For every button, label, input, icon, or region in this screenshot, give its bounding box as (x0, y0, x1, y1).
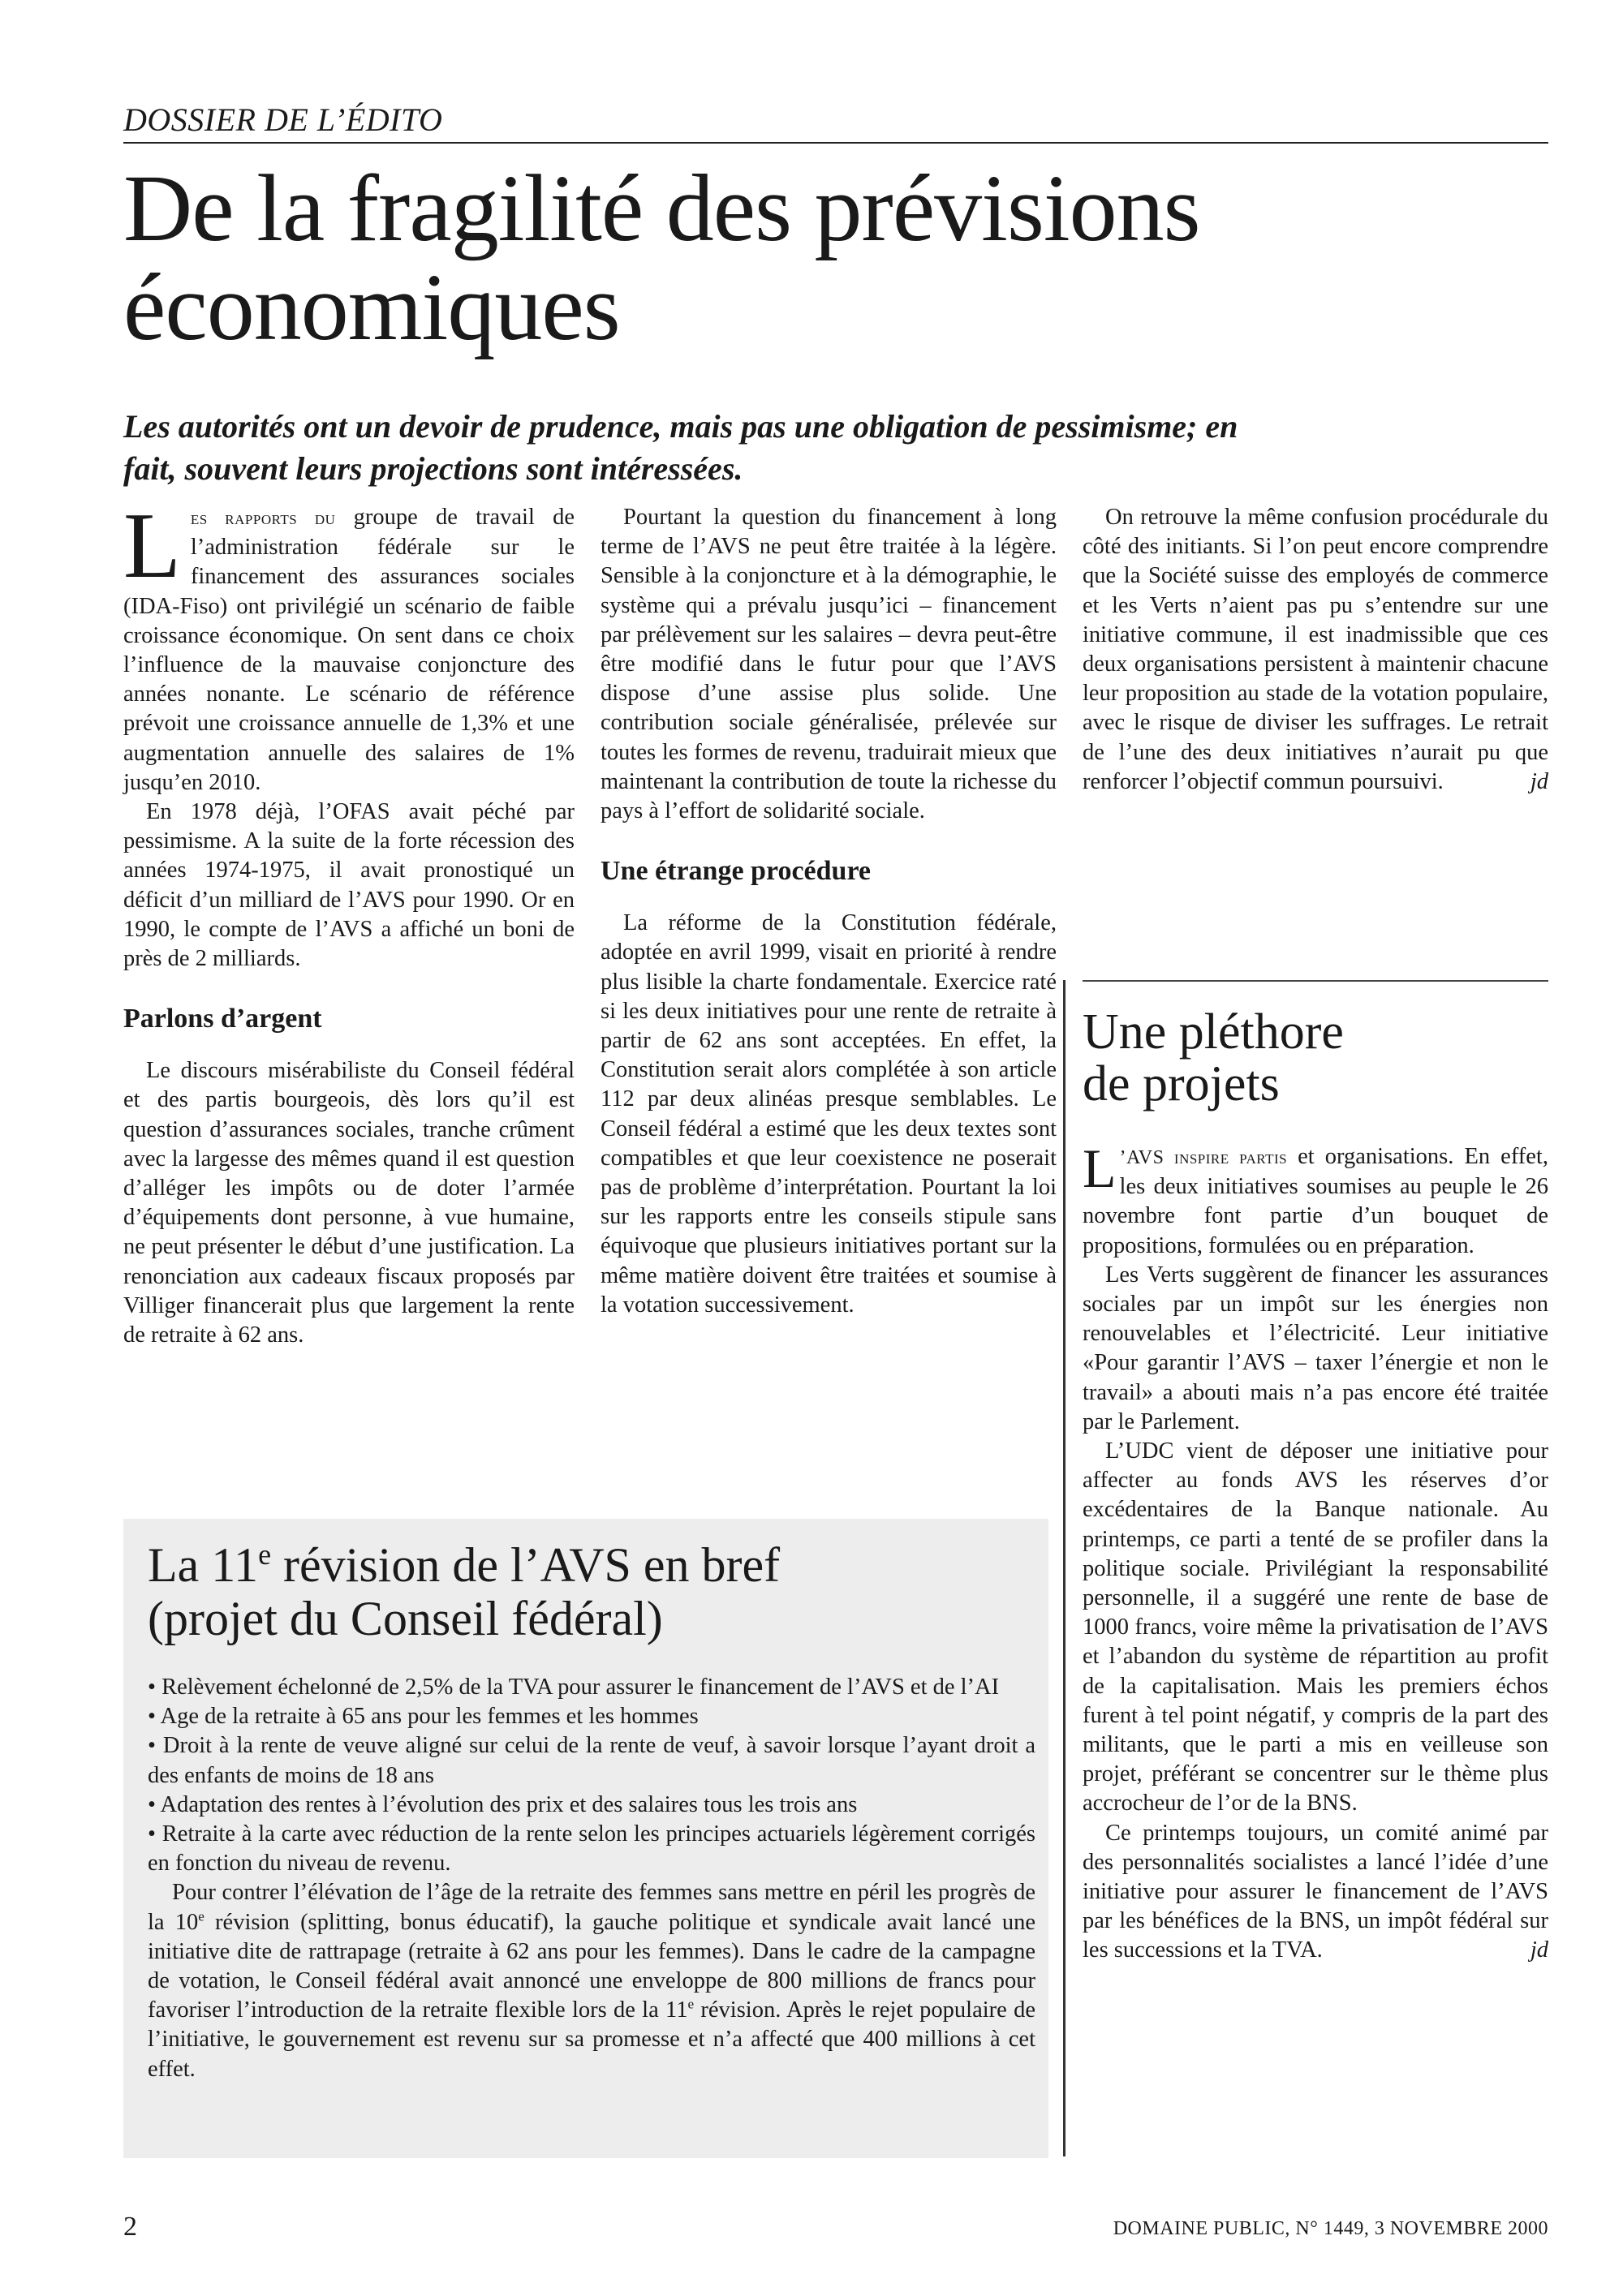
small-caps-opening: es rapports du (190, 508, 336, 529)
divider-horizontal (1083, 980, 1548, 982)
paragraph: En 1978 déjà, l’OFAS avait péché par pessimisme. A la suite de la forte récession des années 1974-1975, il avait pronostiqué un déficit d’un milliard de l’AVS pour 1990. Or en 1990, le compte de l’AVS a affiché un boni de près de 2 milliards. (123, 799, 575, 972)
paragraph: L ’AVS inspire partis et organisations. En effet, les deux initiatives soumises au peuple le 26 novembre font partie d’un bouquet de propositions, formulées ou en préparation. (1083, 1137, 1548, 1258)
signature: jd (1530, 1937, 1548, 1963)
info-box-title: La 11e révision de l’AVS en bref (projet du Conseil fédéral) (148, 1538, 781, 1645)
paragraph: Les Verts suggèrent de financer les assurances sociales par un impôt sur les énergies non renouvelables et l’électricité. Leur initiative «Pour garantir l’AVS – taxer l’énergie et non le travail» a abouti mais n’a pas encore été traitée par le Parlement. (1083, 1262, 1548, 1434)
article-lead: Les autorités ont un devoir de prudence, mais pas une obligation de pessimisme; en fait, souvent leurs projections sont intéressées. (123, 408, 1238, 487)
drop-cap: L (123, 494, 181, 598)
paragraph: Ce printemps toujours, un comité animé par des personnalités socialistes a lancé l’idée d’une initiative pour assurer le financement de l’AVS par les bénéfices de la BNS, un impôt fédéral sur les successions et la TVA. jd (1083, 1819, 1548, 1966)
article-column-2 (601, 503, 1057, 1320)
divider-vertical (1063, 980, 1065, 2156)
info-box-list (148, 1673, 1035, 2084)
sidebar-article (1083, 1006, 1548, 1966)
page-number: 2 (123, 2212, 137, 2242)
paragraph: On retrouve la même confusion procédurale du côté des initiants. Si l’on peut encore comprendre que la Société suisse des employés de commerce et les Verts n’aient pas pu s’entendre sur une initiative commune, il est inadmissible que ces deux organisations persistent à maintenir chacune leur proposition au stade de la votation populaire, avec le risque de diviser les suffrages. Le retrait de l’une des deux initiatives n’aurait pu que renforcer l’objectif commun poursuivi. jd (1083, 503, 1548, 797)
paragraph: Pourtant la question du financement à long terme de l’AVS ne peut être traitée à la légère. Sensible à la conjoncture et à la démographie, le système qui a prévalu jusqu’ici – financement par prélèvement sur les salaires – devra peut-être être modifié dans le futur pour que l’AVS dispose d’une assise plus solide. Une contribution sociale généralisée, prélevée sur toutes les formes de revenu, traduirait mieux que maintenant la contribution de toute la richesse du pays à l’effort de solidarité sociale. (601, 505, 1057, 824)
subheading-parlons: Parlons d’argent (123, 1004, 322, 1034)
list-item: • Adaptation des rentes à l’évolution des prix et des salaires tous les trois ans (148, 1791, 858, 1817)
paragraph: La réforme de la Constitution fédérale, adoptée en avril 1999, visait en priorité à rendre plus lisible la charte fondamentale. Exercice raté si les deux initiatives pour une rente de retraite à partir de 62 ans sont acceptées. En effet, la Constitution serait alors complétée à son article 112 par deux alinéas presque semblables. Le Conseil fédéral a estimé que les deux textes sont compatibles et que leur coexistence ne poserait pas de problème d’interprétation. Pourtant la loi sur les rapports entre les conseils stipule sans équivoque que plusieurs initiatives portant sur la même matière doivent être traitées et soumise à la votation successivement. (601, 910, 1057, 1318)
info-box-paragraph: Pour contrer l’élévation de l’âge de la retraite des femmes sans mettre en péril les progrès de la 10e révision (splitting, bonus éducatif), la gauche politique et syndicale avait lancé une initiative dite de rattrapage (retraite à 62 ans pour les femmes). Dans le cadre de la campagne de votation, le Conseil fédéral avait annoncé une enveloppe de 800 millions de francs pour favoriser l’introduction de la retraite flexible lors de la 11e révision. Après le rejet populaire de l’initiative, le gouvernement est revenu sur sa promesse et n’a affecté que 400 millions à cet effet. (148, 1880, 1035, 2082)
section-rubric: DOSSIER DE L’ÉDITO (123, 101, 1548, 144)
publication-footer: DOMAINE PUBLIC, N° 1449, 3 NOVEMBRE 2000 (1113, 2218, 1548, 2239)
signature: jd (1530, 768, 1548, 794)
article-column-1 (123, 494, 575, 1350)
list-item: • Retraite à la carte avec réduction de la rente selon les principes actuariels légèrement corrigés en fonction du niveau de revenu. (148, 1821, 1035, 1877)
info-box (148, 1538, 1035, 2084)
list-item: • Relèvement échelonné de 2,5% de la TVA pour assurer le financement de l’AVS et de l’AI (148, 1675, 1000, 1700)
article-column-3 (1083, 503, 1548, 797)
drop-cap: L (1083, 1137, 1117, 1199)
article-title: De la fragilité des prévisions économiques (123, 155, 1200, 360)
paragraph: L’UDC vient de déposer une initiative pour affecter au fonds AVS les réserves d’or excédentaires de la Banque nationale. Au printemps, ce parti a tenté de se profiler dans la politique sociale. Privilégiant la responsabilité personnelle, il a suggéré une rente de base de 1000 francs, voire même la privatisation de l’AVS et l’abandon du système de répartition au profit de la capitalisation. Mais les premiers échos furent à tel point négatif, y compris de la part des militants, que le parti a mis en veilleuse son projet, préférant se concentrer sur le thème plus accrocheur de l’or de la BNS. (1083, 1438, 1548, 1817)
small-caps-opening: ’AVS inspire partis (1119, 1147, 1288, 1168)
paragraph: Les rapports du groupe de travail de l’administration fédérale sur le financement des assurances sociales (IDA-Fiso) ont privilégié un scénario de faible croissance économique. On sent dans ce choix l’influence de la mauvaise conjoncture des années nonante. Le scénario de référence prévoit une croissance annuelle de 1,3% et une augmentation annuelle des salaires de 1% jusqu’en 2010. (123, 494, 575, 795)
list-item: • Age de la retraite à 65 ans pour les femmes et les hommes (148, 1704, 699, 1730)
sidebar-title: Une pléthore de projets (1083, 1004, 1344, 1111)
list-item: • Droit à la rente de veuve aligné sur celui de la rente de veuf, à savoir lorsque l’ayant droit a des enfants de moins de 18 ans (148, 1733, 1035, 1788)
paragraph: Le discours misérabiliste du Conseil fédéral et des partis bourgeois, dès lors qu’il est question d’assurances sociales, tranche crûment avec la largesse des mêmes quand il est question d’alléger les impôts ou de doter l’armée d’équipements dont personne, à vue humaine, ne peut présenter le début d’une justification. La renonciation aux cadeaux fiscaux proposés par Villiger financerait plus que largement la rente de retraite à 62 ans. (123, 1058, 575, 1348)
subheading-etrange: Une étrange procédure (601, 856, 872, 887)
